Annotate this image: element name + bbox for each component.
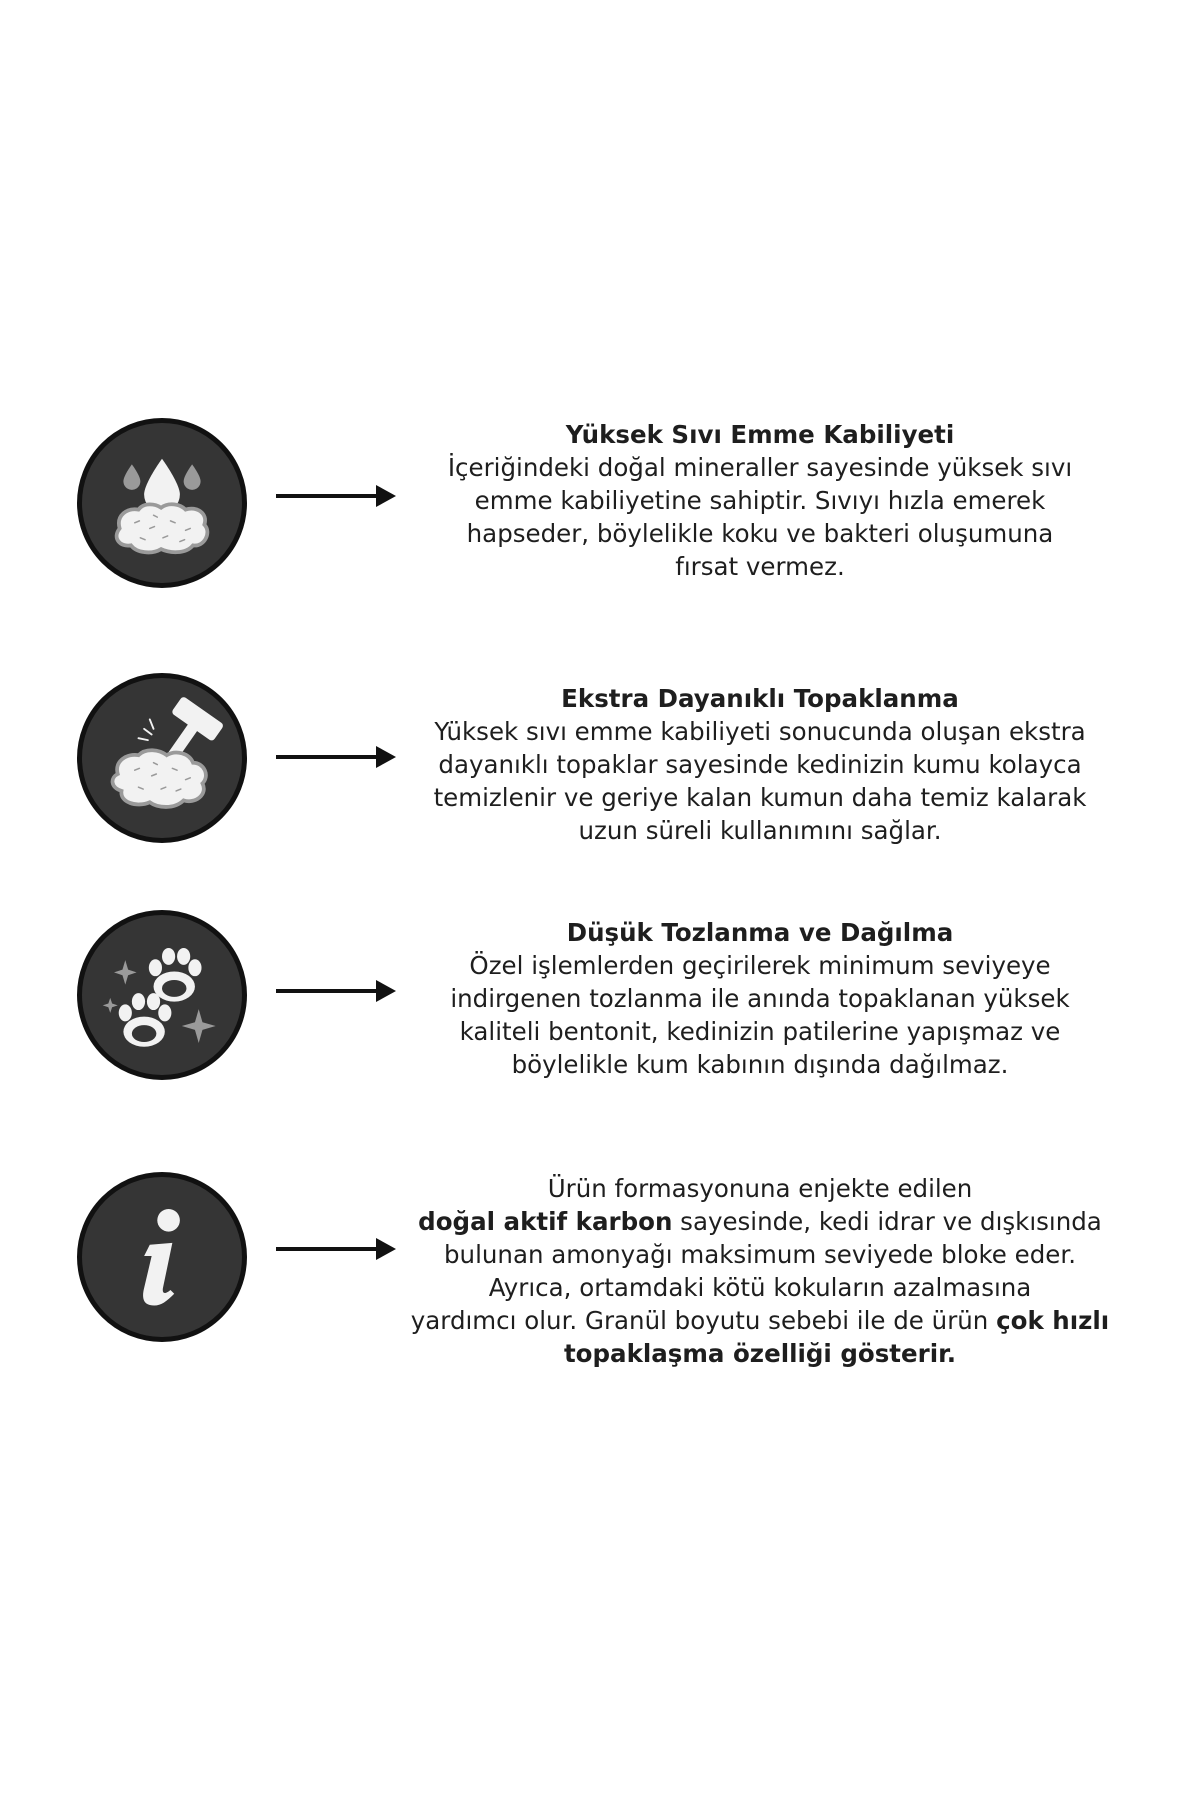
bold-phrase: çok hızlı: [996, 1306, 1110, 1335]
feature-line: böylelikle kum kabının dışında dağılmaz.: [511, 1050, 1009, 1079]
feature-line: indirgenen tozlanma ile anında topaklanan yüksek: [450, 984, 1070, 1013]
feature-text: [390, 1172, 1130, 1370]
feature-line-text: sayesinde, kedi idrar ve dışkısında: [672, 1207, 1102, 1236]
feature-line: dayanıklı topaklar sayesinde kedinizin kumu kolayca: [438, 750, 1082, 779]
feature-line: fırsat vermez.: [675, 552, 845, 581]
arrow-icon: [276, 483, 398, 509]
feature-line: hapseder, böylelikle koku ve bakteri oluşumuna: [466, 519, 1054, 548]
feature-line: emme kabiliyetine sahiptir. Sıvıyı hızla emerek: [474, 486, 1046, 515]
feature-line: bulunan amonyağı maksimum seviyede bloke eder.: [444, 1240, 1076, 1269]
feature-line: Ürün formasyonuna enjekte edilen: [547, 1174, 973, 1203]
feature-line: Yüksek sıvı emme kabiliyeti sonucunda oluşan ekstra: [434, 717, 1086, 746]
feature-line: Özel işlemlerden geçirilerek minimum seviyeye: [469, 951, 1051, 980]
feature-text: [390, 418, 1130, 583]
feature-line: kaliteli bentonit, kedinizin patilerine yapışmaz ve: [459, 1017, 1061, 1046]
feature-text: [390, 916, 1130, 1081]
arrow-icon: [276, 1236, 398, 1262]
feature-line-text: yardımcı olur. Granül boyutu sebebi ile de ürün: [410, 1306, 997, 1335]
feature-title: Düşük Tozlanma ve Dağılma: [566, 918, 954, 947]
feature-line: uzun süreli kullanımını sağlar.: [578, 816, 942, 845]
feature-text: [390, 682, 1130, 847]
feature-line: topaklaşma özelliği gösterir.: [563, 1339, 957, 1368]
liquid-absorption-icon: [77, 418, 247, 588]
feature-line: [390, 1205, 1130, 1238]
feature-line: temizlenir ve geriye kalan kumun daha temiz kalarak: [433, 783, 1087, 812]
feature-line: [390, 1304, 1130, 1337]
bold-phrase: doğal aktif karbon: [418, 1207, 673, 1236]
info-icon: [77, 1172, 247, 1342]
feature-title: Yüksek Sıvı Emme Kabiliyeti: [565, 420, 955, 449]
paw-prints-sparkle-icon: [77, 910, 247, 1080]
arrow-icon: [276, 978, 398, 1004]
feature-line: İçeriğindeki doğal mineraller sayesinde yüksek sıvı: [447, 453, 1073, 482]
feature-title: Ekstra Dayanıklı Topaklanma: [561, 684, 959, 713]
arrow-icon: [276, 744, 398, 770]
hammer-clump-icon: [77, 673, 247, 843]
feature-line: Ayrıca, ortamdaki kötü kokuların azalmasına: [488, 1273, 1032, 1302]
